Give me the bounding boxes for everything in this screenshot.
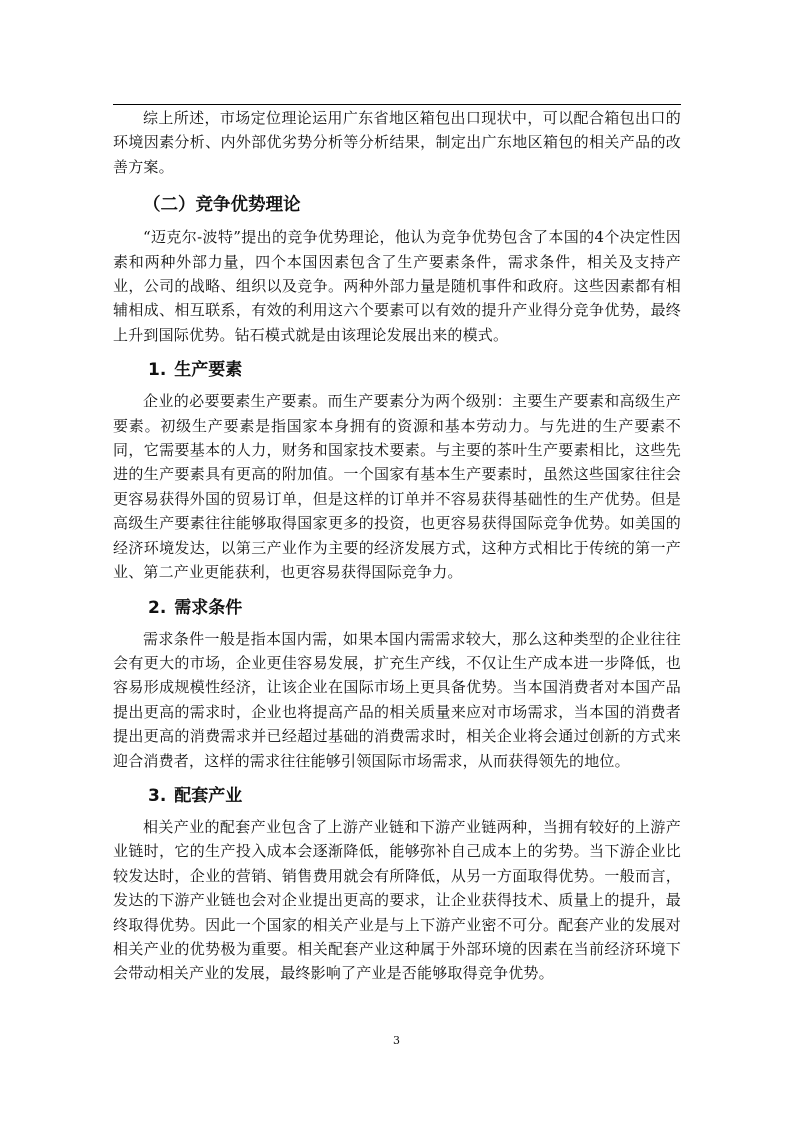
- header-rule: [113, 104, 681, 105]
- paragraph-intro: 综上所述，市场定位理论运用广东省地区箱包出口现状中，可以配合箱包出口的环境因素分析、内外部优劣势分析等分析结果，制定出广东地区箱包的相关产品的改善方案。: [113, 109, 681, 176]
- section-heading-competitive-advantage: （二）竞争优势理论: [143, 195, 301, 216]
- subheading-number: 2.: [148, 597, 167, 618]
- subheading-number: 3.: [148, 785, 167, 806]
- paragraph-supporting-industries: 相关产业的配套产业包含了上游产业链和下游产业链两种，当拥有较好的上游产业链时，它的生产投入成本会逐渐降低，能够弥补自己成本上的劣势。当下游企业比较发达时，企业的营销、销售费用就会有所降低，从另一方面取得优势。一般而言，发达的下游产业链也会对企业提出更高的要求，让企业获得技术、质量上的提升，最终取得优势。因此一个国家的相关产业是与上下游产业密不可分。配套产业的发展对相关产业的优势极为重要。相关配套产业这种属于外部环境的因素在当前经济环境下会带动相关产业的发展，最终影响了产业是否能够取得竞争优势。: [113, 817, 681, 983]
- subheading-supporting-industries: [113, 783, 681, 809]
- subheading-title: 需求条件: [174, 597, 243, 618]
- paragraph-demand: 需求条件一般是指本国内需，如果本国内需需求较大，那么这种类型的企业往往会有更大的市场，企业更佳容易发展，扩充生产线，不仅让生产成本进一步降低，也容易形成规模性经济，让该企业在国际市场上更具备优势。当本国消费者对本国产品提出更高的需求时，企业也将提高产品的相关质量来应对市场需求，当本国的消费者提出更高的消费需求并已经超过基础的消费需求时，相关企业将会通过创新的方式来迎合消费者，这样的需求往往能够引领国际市场需求，从而获得领先的地位。: [113, 629, 681, 770]
- subheading-title: 配套产业: [174, 785, 243, 806]
- page-number: 3: [393, 1034, 400, 1047]
- paragraph-factors: 企业的必要要素生产要素。而生产要素分为两个级别：主要生产要素和高级生产要素。初级生产要素是指国家本身拥有的资源和基本劳动力。与先进的生产要素不同，它需要基本的人力，财务和国家技术要素。与主要的茶叶生产要素相比，这些先进的生产要素具有更高的附加值。一个国家有基本生产要素时，虽然这些国家往往会更容易获得外国的贸易订单，但是这样的订单并不容易获得基础性的生产优势。但是高级生产要素往往能够取得国家更多的投资，也更容易获得国际竞争优势。如美国的经济环境发达，以第三产业作为主要的经济发展方式，这种方式相比于传统的第一产业、第二产业更能获利，也更容易获得国际竞争力。: [113, 392, 681, 582]
- subheading-demand: [113, 595, 681, 621]
- subheading-factors: [113, 357, 681, 383]
- subheading-title: 生产要素: [174, 360, 243, 381]
- paragraph-porter-theory: “迈克尔-波特”提出的竞争优势理论，他认为竞争优势包含了本国的4个决定性因素和两种外部力量，四个本国因素包含了生产要素条件，需求条件，相关及支持产业，公司的战略、组织以及竞争。两种外部力量是随机事件和政府。这些因素都有相辅相成、相互联系，有效的利用这六个要素可以有效的提升产业得分竞争优势，最终上升到国际优势。钻石模式就是由该理论发展出来的模式。: [113, 228, 681, 344]
- page-content: [113, 106, 681, 986]
- subheading-number: 1.: [148, 360, 167, 381]
